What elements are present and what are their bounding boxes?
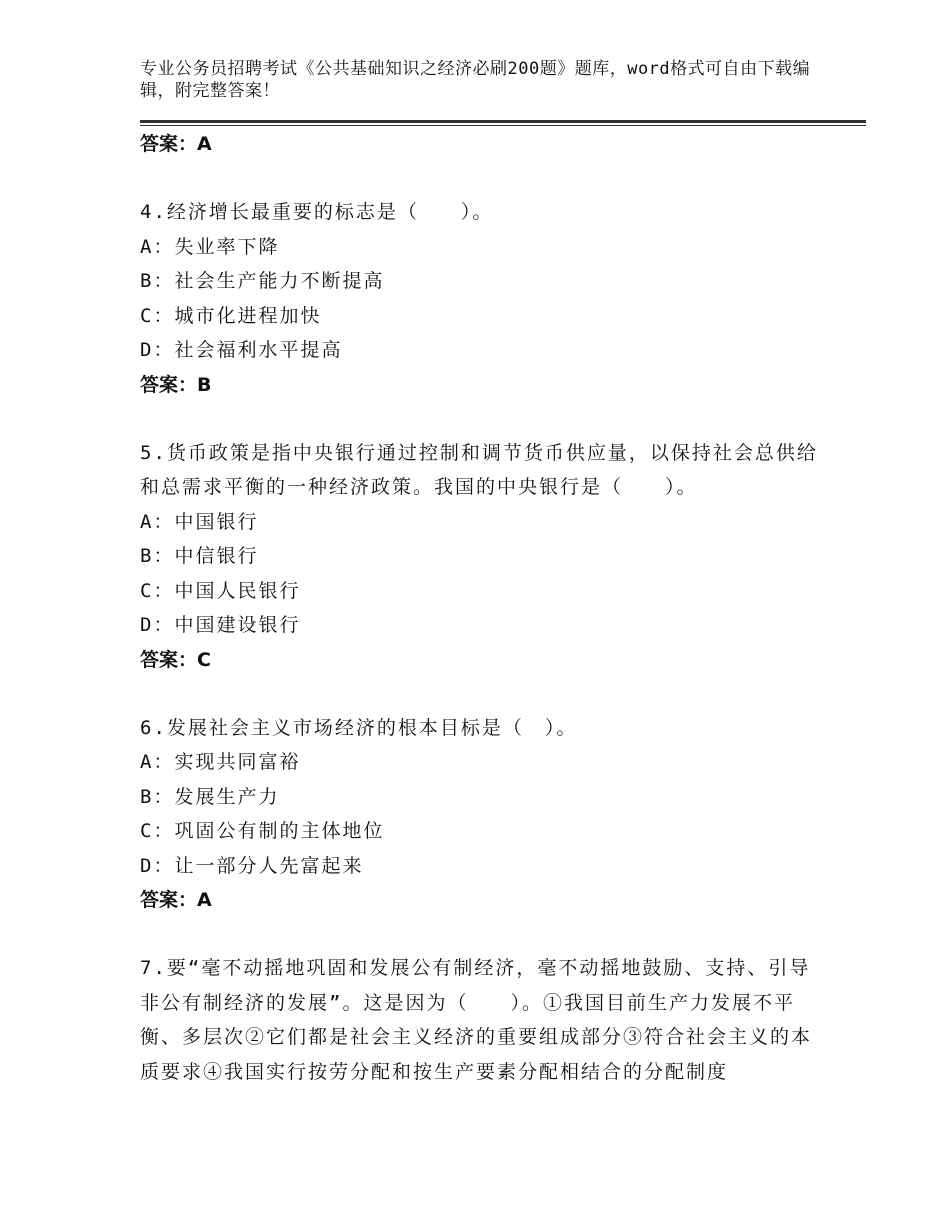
question-text: 7.要“毫不动摇地巩固和发展公有制经济，毫不动摇地鼓励、支持、引导非公有制经济的发展”。这是因为（ ）。①我国目前生产力发展不平衡、多层次②它们都是社会主义经济的重要组成部分③符合社会主义的本质要求④我国实行按劳分配和按生产要素分配相结合的分配制度	[140, 957, 813, 1083]
option-b: B：中信银行	[140, 545, 259, 567]
question-4	[140, 195, 820, 402]
option-c: C：中国人民银行	[140, 579, 301, 602]
option-d: D：社会福利水平提高	[140, 339, 343, 361]
header-divider-thick	[140, 120, 866, 123]
question-5	[140, 436, 820, 677]
question-list	[140, 127, 820, 1089]
option-d: D：让一部分人先富起来	[140, 854, 364, 877]
option-b: B：社会生产能力不断提高	[140, 270, 385, 292]
option-a: A：实现共同富裕	[140, 751, 301, 773]
answer-line: 答案：A	[140, 133, 212, 155]
header-divider-thin	[140, 125, 866, 126]
page-header: 专业公务员招聘考试《公共基础知识之经济必刷200题》题库，word格式可自由下载编辑，附完整答案！	[140, 59, 811, 101]
answer-line: 答案：C	[140, 648, 211, 671]
question-text: 6.发展社会主义市场经济的根本目标是（ ）。	[140, 716, 578, 739]
option-b: B：发展生产力	[140, 785, 280, 808]
question-7	[140, 951, 820, 1089]
option-d: D：中国建设银行	[140, 614, 301, 636]
answer-line: 答案：B	[140, 373, 212, 396]
option-a: A：中国银行	[140, 510, 259, 533]
option-a: A：失业率下降	[140, 235, 280, 258]
option-c: C：巩固公有制的主体地位	[140, 820, 385, 842]
option-c: C：城市化进程加快	[140, 304, 322, 327]
question-6	[140, 711, 820, 918]
answer-line: 答案：A	[140, 889, 212, 911]
question-text: 4.经济增长最重要的标志是（ ）。	[140, 201, 494, 223]
question-text: 5.货币政策是指中央银行通过控制和调节货币供应量，以保持社会总供给和总需求平衡的一种经济政策。我国的中央银行是（ ）。	[140, 441, 818, 498]
